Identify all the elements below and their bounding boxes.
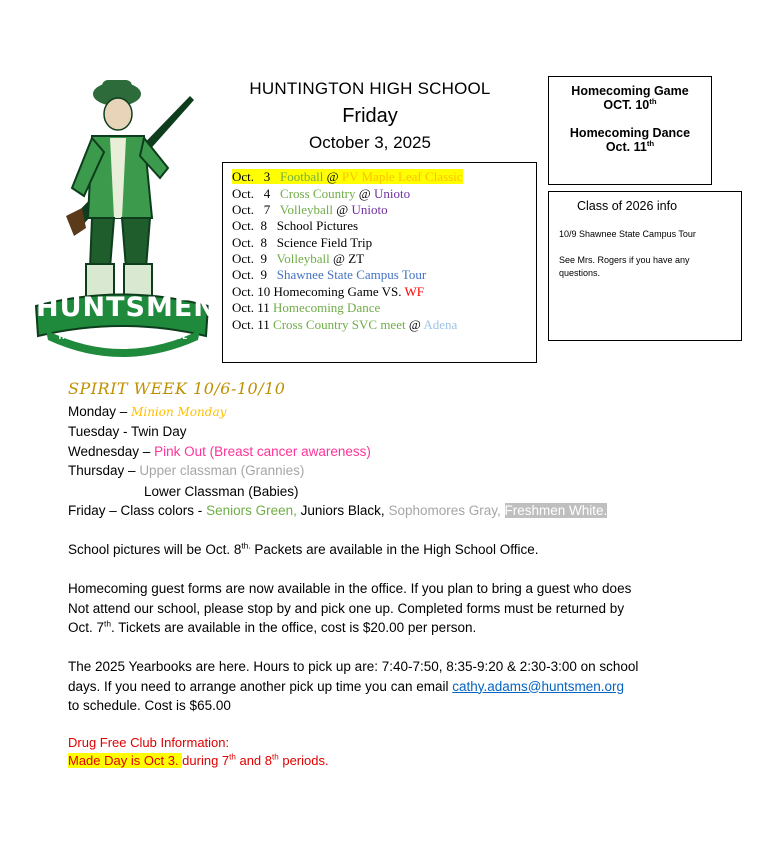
school-name: HUNTINGTON HIGH SCHOOL xyxy=(249,79,491,98)
spirit-monday: Monday – Minion Monday xyxy=(68,404,227,419)
day-heading: Friday xyxy=(342,105,398,127)
homecoming-game-label: Homecoming Game xyxy=(571,84,689,98)
schedule-row: Oct. 7 Volleyball @ Unioto xyxy=(232,202,388,217)
schedule-row: Oct. 11 Homecoming Dance xyxy=(232,300,381,315)
class-info-line: 10/9 Shawnee State Campus Tour xyxy=(559,229,696,239)
school-logo xyxy=(22,68,222,358)
homecoming-dance-date: Oct. 11th xyxy=(605,138,655,154)
spirit-week-title: SPIRIT WEEK 10/6-10/10 xyxy=(68,379,286,398)
logo-arc-text: HUNTINGTON HIGH SCHOOL xyxy=(58,332,188,341)
schedule-row: Oct. 4 Cross Country @ Unioto xyxy=(232,186,411,201)
spirit-friday: Friday – Class colors - Seniors Green, Juniors Black, Sophomores Gray, Freshmen White. xyxy=(68,503,608,518)
spirit-thursday: Thursday – Upper classman (Grannies) xyxy=(68,463,305,478)
schedule-row: Oct. 9 Shawnee State Campus Tour xyxy=(232,267,427,282)
schedule-row: Oct. 8 Science Field Trip xyxy=(232,235,373,250)
spirit-tuesday: Tuesday - Twin Day xyxy=(68,424,187,439)
homecoming-dance-label: Homecoming Dance xyxy=(569,126,691,140)
spirit-wednesday: Wednesday – Pink Out (Breast cancer awareness) xyxy=(68,444,371,459)
class-info-line: See Mrs. Rogers if you have any questions. xyxy=(559,255,690,278)
spirit-thursday-lower: Lower Classman (Babies) xyxy=(144,484,299,499)
homecoming-game-date: OCT. 10th xyxy=(603,96,657,112)
pictures-notice: School pictures will be Oct. $8^{th.}$ Packets are available in the High School Office. xyxy=(68,540,539,557)
schedule-row: Oct. 10 Homecoming Game VS. WF xyxy=(232,284,424,299)
yearbook-notice: The 2025 Yearbooks are here. Hours to pick up are: 7:40-7:50, 8:35-9:20 & 2:30-3:00 on school days. If you need to arrange another pick up time you can email cathy.adams@huntsmen.org to schedule. Cost is $65.00 xyxy=(68,659,639,713)
guest-forms-notice: Homecoming guest forms are now available in the office. If you plan to bring a guest who does Not attend our school, please stop by and pick one up. Completed forms must be returned by Oct. 7th. Tickets are available in the office, cost is $20.00 per person. xyxy=(68,581,632,635)
schedule-row: Oct. 11 Cross Country SVC meet @ Adena xyxy=(232,317,458,332)
schedule-row: Oct. 9 Volleyball @ ZT xyxy=(232,251,365,266)
email-link[interactable]: cathy.adams@huntsmen.org xyxy=(452,678,625,694)
date-heading: October 3, 2025 xyxy=(309,133,431,152)
drug-free-notice: Drug Free Club Information: Made Day is Oct 3. during 7th and 8th periods. xyxy=(68,735,329,768)
schedule-row: Oct. 3 Football @ PV Maple Leaf Classic xyxy=(232,169,463,184)
schedule-row: Oct. 8 School Pictures xyxy=(232,218,359,233)
homecoming-box xyxy=(548,76,712,185)
schedule-box xyxy=(222,162,537,363)
class-info-box xyxy=(548,191,742,341)
logo-wordmark: HUNTSMEN xyxy=(36,292,217,323)
class-info-title: Class of 2026 info xyxy=(577,199,678,213)
